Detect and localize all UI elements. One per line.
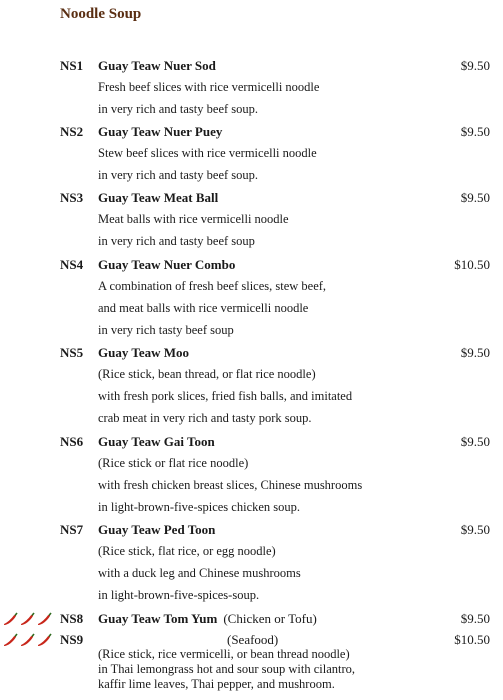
item-option-note: (Chicken or Tofu) (223, 611, 317, 626)
item-name: Guay Teaw Ped Toon (98, 522, 216, 537)
item-price: $9.50 (460, 522, 490, 537)
item-price: $9.50 (460, 190, 490, 205)
item-description-line: with fresh chicken breast slices, Chinese mushrooms (98, 478, 363, 492)
item-code: NS2 (60, 124, 84, 139)
item-description-line: (Rice stick or flat rice noodle) (98, 456, 249, 470)
item-description-line: and meat balls with rice vermicelli noodle (98, 301, 309, 315)
item-description-line: (Rice stick, bean thread, or flat rice noodle) (98, 367, 316, 381)
item-price: $9.50 (460, 58, 490, 73)
chili-pepper-icon (2, 633, 54, 649)
item-code: NS4 (60, 257, 84, 272)
item-option-note: (Seafood) (227, 632, 279, 647)
item-description-line: (Rice stick, rice vermicelli, or bean thread noodle) (98, 647, 350, 661)
item-description-line: crab meat in very rich and tasty pork soup. (98, 411, 312, 425)
item-price: $9.50 (460, 124, 490, 139)
item-code: NS9 (60, 632, 84, 647)
item-description-line: in Thai lemongrass hot and sour soup with cilantro, (98, 662, 356, 676)
item-code: NS3 (60, 190, 84, 205)
item-description-line: in very rich tasty beef soup (98, 323, 234, 337)
item-name: Guay Teaw Meat Ball (98, 190, 219, 205)
item-name: Guay Teaw Nuer Combo (98, 257, 236, 272)
item-price: $9.50 (460, 434, 490, 449)
item-description-line: in very rich and tasty beef soup (98, 234, 255, 248)
section-title: Noodle Soup (60, 6, 142, 22)
item-description-line: Stew beef slices with rice vermicelli noodle (98, 146, 317, 160)
item-name-text: Guay Teaw Tom Yum (98, 611, 218, 626)
item-description-line: (Rice stick, flat rice, or egg noodle) (98, 544, 276, 558)
item-name: Guay Teaw Moo (98, 345, 190, 360)
item-name: Guay Teaw Nuer Puey (98, 124, 223, 139)
item-price: $9.50 (460, 345, 490, 360)
item-code: NS7 (60, 522, 84, 537)
item-description-line: with fresh pork slices, fried fish balls, and imitated (98, 389, 353, 403)
item-description-line: in light-brown-five-spices chicken soup. (98, 500, 301, 514)
item-description-line: with a duck leg and Chinese mushrooms (98, 566, 301, 580)
item-code: NS8 (60, 611, 84, 626)
chili-pepper-icon (2, 612, 54, 628)
item-price: $10.50 (454, 257, 490, 272)
item-description-line: in light-brown-five-spices-soup. (98, 588, 260, 602)
item-description-line: A combination of fresh beef slices, stew beef, (98, 279, 327, 293)
item-price: $10.50 (454, 632, 490, 647)
item-name: Guay Teaw Gai Toon (98, 434, 215, 449)
item-name: Guay Teaw Nuer Sod (98, 58, 216, 73)
item-description-line: Fresh beef slices with rice vermicelli noodle (98, 80, 320, 94)
item-description-line: Meat balls with rice vermicelli noodle (98, 212, 289, 226)
item-price: $9.50 (460, 611, 490, 626)
item-description-line: in very rich and tasty beef soup. (98, 168, 259, 182)
item-code: NS6 (60, 434, 84, 449)
item-name (98, 611, 317, 627)
item-code: NS1 (60, 58, 84, 73)
item-description-line: kaffir lime leaves, Thai pepper, and mushroom. (98, 677, 335, 691)
item-code: NS5 (60, 345, 84, 360)
item-description-line: in very rich and tasty beef soup. (98, 102, 259, 116)
